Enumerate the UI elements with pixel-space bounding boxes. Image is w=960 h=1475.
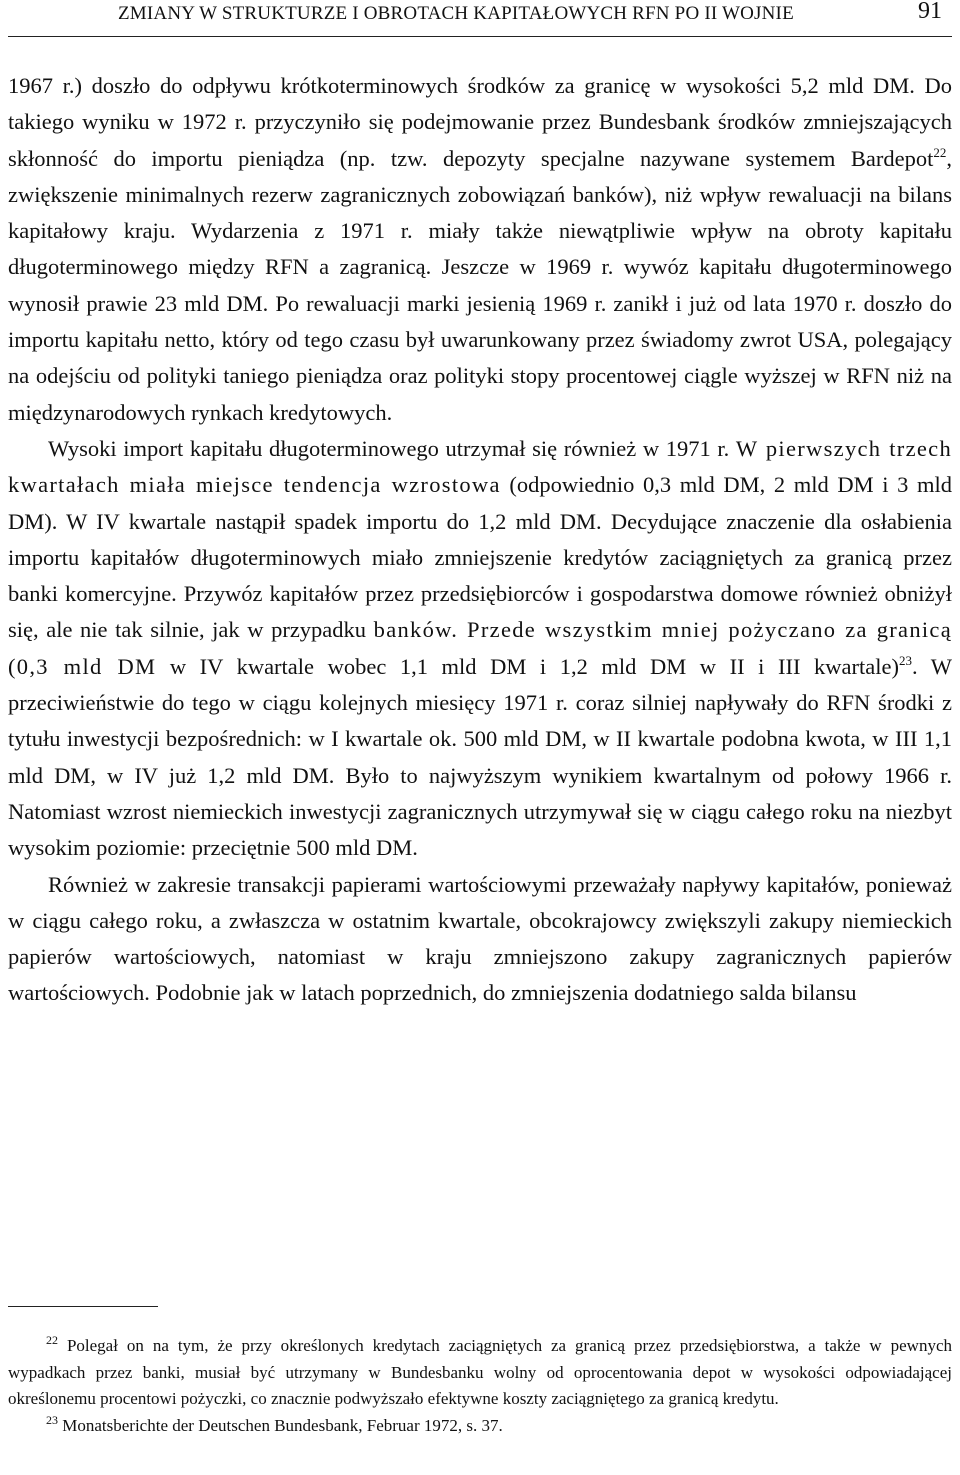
footnote-23 [8,1413,952,1440]
page-number: 91 [918,0,942,24]
page-header [8,0,952,37]
paragraph-1-text-a: 1967 r.) doszło do odpływu krótkoterminowych środków za granicę w wysokości 5,2 mld DM. Do takiego wyniku w 1972 r. przyczyniło się podejmowanie przez Bundesbank środków zmniejszających skłonność do importu pieniądza (np. tzw. depozyty specjalne nazywane systemem Bardepot [8,73,952,171]
paragraph-2 [8,431,952,867]
paragraph-2-text-c: (odpowiednio 0,3 mld DM, 2 mld DM i 3 mld DM). W IV kwartale nastąpił spadek importu do 1,2 mld DM. Decydujące znaczenie dla osłabienia importu kapitałów długoterminowych miało zmniejszenie kredytów zaciągniętych za granicą przez banki komercyjne. Przywóz kapitałów przez przedsiębiorców i gospodarstwa domowe również obniżył się, ale nie tak silnie, jak w przypadku [8,472,953,643]
footnote-mark: 23 [46,1412,58,1427]
paragraph-2-text-d: banków. Przede wszystkim mniej pożyczano za granicą (0,3 mld DM [8,617,952,679]
main-text [8,68,952,1012]
footnote-ref-22: 22 [933,144,947,160]
footnote-ref-23: 23 [898,652,912,668]
paragraph-1 [8,68,952,431]
running-head: ZMIANY W STRUKTURZE I OBROTACH KAPITAŁOWYCH RFN PO II WOJNIE [118,3,794,24]
paragraph-2-text-f: . W przeciwieństwie do tego w ciągu kolejnych miesięcy 1971 r. coraz silniej napływały do RFN środki z tytułu inwestycji bezpośrednich: w I kwartale ok. 500 mld DM, w II kwartale podobna kwota, w III 1,1 mld DM, w IV już 1,2 mld DM. Było to najwyższym wynikiem kwartalnym od połowy 1966 r. Natomiast wzrost niemieckich inwestycji zagranicznych utrzymywał się w ciągu całego roku na niezbyt wysokim poziomie: przeciętnie 500 mld DM. [8,653,952,861]
footnote-22 [8,1333,952,1413]
footnote-text: Polegał on na tym, że przy określonych kredytach zaciągniętych za granicą przez przedsiębiorstwa, a także w pewnych wypadkach przez banki, musiał być utrzymany w Bundesbanku wolny od oprocentowania depot w wysokości odpowiadającej określonemu procentowi pożyczki, co znacznie podwyższało efektywne koszty zaciągniętego za granicą kredytu. [8,1336,953,1408]
footnote-text: Monatsberichte der Deutschen Bundesbank, Februar 1972, s. 37. [62,1415,503,1435]
footnote-mark: 22 [46,1333,58,1347]
footnotes [8,1333,952,1439]
paragraph-2-text-a: Wysoki import kapitału długoterminowego utrzymał się również w 1971 r. [48,435,730,461]
paragraph-2-text-b: W pierwszych trzech kwartałach miała miejsce tendencja wzrostowa [8,435,953,498]
footnote-separator [8,1306,158,1307]
paragraph-1-text-b: , zwiększenie minimalnych rezerw zagranicznych zobowiązań banków), niż wpływ rewaluacji na bilans kapitałowy kraju. Wydarzenia z 1971 r. miały także niewątpliwie wpływ na obroty kapitału długoterminowego między RFN a zagranicą. Jeszcze w 1969 r. wywóz kapitału długoterminowego wynosił prawie 23 mld DM. Po rewaluacji marki jesienią 1969 r. zanikł i już od lata 1970 r. doszło do importu kapitału netto, który od tego czasu był uwarunkowany przez świadomy zwrot USA, polegający na odejściu od polityki taniego pieniądza oraz polityki stopy procentowej ciągle wyższej w RFN niż na międzynarodowych rynkach kredytowych. [8,145,952,425]
paragraph-3: Również w zakresie transakcji papierami wartościowymi przeważały napływy kapitałów, ponieważ w ciągu całego roku, a zwłaszcza w ostatnim kwartale, obcokrajowcy zwiększyli zakupy niemieckich papierów wartościowych, natomiast w kraju zmniejszono zakupy zagranicznych papierów wartościowych. Podobnie jak w latach poprzednich, do zmniejszenia dodatniego salda bilansu [8,871,952,1006]
paragraph-2-text-e: w IV kwartale wobec 1,1 mld DM i 1,2 mld DM w II i III kwartale) [169,653,899,679]
